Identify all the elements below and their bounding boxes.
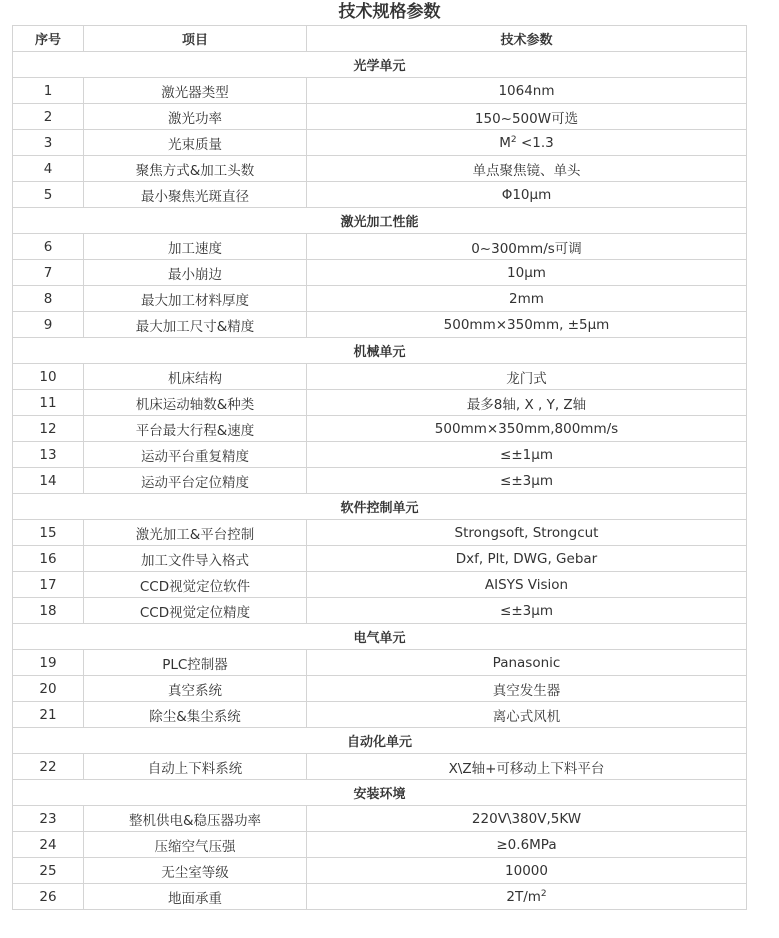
row-item: 机床运动轴数&种类 (84, 390, 307, 416)
row-number: 19 (13, 650, 84, 676)
header-param: 技术参数 (307, 26, 747, 52)
section-row (13, 208, 747, 234)
param-value: ≤±1μm (500, 446, 553, 463)
param-value: 220V\380V,5KW (471, 810, 582, 827)
row-number: 18 (13, 598, 84, 624)
table-row (13, 702, 747, 728)
param-value: X\Z轴+可移动上下料平台 (448, 760, 605, 777)
table-row (13, 104, 747, 130)
param-superscript: 2 (510, 134, 517, 145)
table-row (13, 520, 747, 546)
table-row (13, 364, 747, 390)
table-row (13, 78, 747, 104)
row-number: 15 (13, 520, 84, 546)
table-row (13, 884, 747, 910)
table-row (13, 286, 747, 312)
row-number: 9 (13, 312, 84, 338)
header-no: 序号 (13, 26, 84, 52)
param-value: M (499, 134, 511, 151)
table-row (13, 130, 747, 156)
row-number: 10 (13, 364, 84, 390)
row-param (307, 364, 747, 390)
row-item: 平台最大行程&速度 (84, 416, 307, 442)
section-title: 安装环境 (13, 780, 747, 806)
row-item: 激光加工&平台控制 (84, 520, 307, 546)
row-param (307, 884, 747, 910)
param-value: 500mm×350mm,800mm/s (434, 420, 619, 437)
table-row (13, 442, 747, 468)
row-item: 激光器类型 (84, 78, 307, 104)
param-value: 10000 (505, 862, 548, 879)
table-row (13, 260, 747, 286)
row-item: 整机供电&稳压器功率 (84, 806, 307, 832)
section-row (13, 624, 747, 650)
table-row (13, 676, 747, 702)
param-value: 1064nm (498, 82, 555, 99)
row-param (307, 754, 747, 780)
row-item: 真空系统 (84, 676, 307, 702)
table-row (13, 858, 747, 884)
param-value: 龙门式 (506, 370, 547, 387)
param-value: Φ10μm (501, 186, 552, 203)
row-number: 16 (13, 546, 84, 572)
row-item: 最小聚焦光斑直径 (84, 182, 307, 208)
row-param (307, 390, 747, 416)
param-value: Strongsoft, Strongcut (454, 524, 599, 541)
row-number: 8 (13, 286, 84, 312)
row-param (307, 312, 747, 338)
param-value: 单点聚焦镜、单头 (472, 162, 581, 179)
row-item: 运动平台重复精度 (84, 442, 307, 468)
row-item: 自动上下料系统 (84, 754, 307, 780)
table-row (13, 234, 747, 260)
row-number: 21 (13, 702, 84, 728)
param-value: 2T/m (506, 888, 541, 905)
param-value: Dxf, Plt, DWG, Gebar (455, 550, 598, 567)
table-row (13, 416, 747, 442)
row-item: 地面承重 (84, 884, 307, 910)
row-param (307, 546, 747, 572)
table-row (13, 572, 747, 598)
row-param (307, 676, 747, 702)
table-row (13, 546, 747, 572)
param-value: AISYS Vision (484, 576, 569, 593)
row-number: 7 (13, 260, 84, 286)
row-param (307, 260, 747, 286)
section-row (13, 780, 747, 806)
section-row (13, 728, 747, 754)
row-number: 1 (13, 78, 84, 104)
row-param (307, 156, 747, 182)
row-item: 机床结构 (84, 364, 307, 390)
param-value: 2mm (509, 290, 544, 307)
row-item: 最大加工材料厚度 (84, 286, 307, 312)
row-item: 最小崩边 (84, 260, 307, 286)
row-item: 最大加工尺寸&精度 (84, 312, 307, 338)
row-number: 14 (13, 468, 84, 494)
row-param (307, 858, 747, 884)
table-row (13, 598, 747, 624)
row-item: 加工速度 (84, 234, 307, 260)
row-number: 5 (13, 182, 84, 208)
param-value: 10μm (507, 264, 546, 281)
spec-table (12, 25, 747, 910)
row-item: 无尘室等级 (84, 858, 307, 884)
param-superscript: 2 (540, 888, 547, 899)
row-item: 加工文件导入格式 (84, 546, 307, 572)
row-param (307, 104, 747, 130)
table-row (13, 754, 747, 780)
table-row (13, 468, 747, 494)
row-number: 22 (13, 754, 84, 780)
table-row (13, 156, 747, 182)
row-number: 26 (13, 884, 84, 910)
row-param (307, 234, 747, 260)
table-row (13, 650, 747, 676)
row-param (307, 130, 747, 156)
row-item: 除尘&集尘系统 (84, 702, 307, 728)
row-number: 6 (13, 234, 84, 260)
section-row (13, 338, 747, 364)
row-item: CCD视觉定位精度 (84, 598, 307, 624)
table-row (13, 312, 747, 338)
section-title: 激光加工性能 (13, 208, 747, 234)
section-title: 电气单元 (13, 624, 747, 650)
row-number: 24 (13, 832, 84, 858)
row-number: 12 (13, 416, 84, 442)
table-header-row (13, 26, 747, 52)
section-row (13, 494, 747, 520)
row-param (307, 832, 747, 858)
row-item: 激光功率 (84, 104, 307, 130)
table-row (13, 832, 747, 858)
row-param (307, 598, 747, 624)
header-item: 项目 (84, 26, 307, 52)
row-param (307, 286, 747, 312)
row-number: 25 (13, 858, 84, 884)
row-number: 17 (13, 572, 84, 598)
row-number: 3 (13, 130, 84, 156)
section-title: 自动化单元 (13, 728, 747, 754)
row-param (307, 78, 747, 104)
row-param (307, 416, 747, 442)
row-param (307, 468, 747, 494)
param-value: ≤±3μm (500, 602, 553, 619)
section-title: 光学单元 (13, 52, 747, 78)
section-title: 机械单元 (13, 338, 747, 364)
table-row (13, 182, 747, 208)
row-param (307, 650, 747, 676)
param-value: 0~300mm/s可调 (471, 240, 582, 257)
row-item: 运动平台定位精度 (84, 468, 307, 494)
param-value: 最多8轴, X , Y, Z轴 (466, 396, 587, 413)
table-row (13, 806, 747, 832)
row-param (307, 442, 747, 468)
row-item: CCD视觉定位软件 (84, 572, 307, 598)
row-item: PLC控制器 (84, 650, 307, 676)
row-number: 4 (13, 156, 84, 182)
row-param (307, 182, 747, 208)
row-number: 2 (13, 104, 84, 130)
row-param (307, 702, 747, 728)
param-value: ≤±3μm (500, 472, 553, 489)
row-number: 20 (13, 676, 84, 702)
section-row (13, 52, 747, 78)
row-item: 聚焦方式&加工头数 (84, 156, 307, 182)
page-title: 技术规格参数 (338, 2, 441, 22)
param-value: ≥0.6MPa (496, 836, 557, 853)
row-number: 11 (13, 390, 84, 416)
row-param (307, 520, 747, 546)
table-row (13, 390, 747, 416)
param-value: 真空发生器 (492, 682, 561, 699)
row-param (307, 806, 747, 832)
row-item: 光束质量 (84, 130, 307, 156)
param-value: Panasonic (492, 654, 561, 671)
section-title: 软件控制单元 (13, 494, 747, 520)
param-value: 离心式风机 (492, 708, 561, 725)
param-value: 150~500W可选 (474, 110, 579, 127)
param-value: 500mm×350mm, ±5μm (443, 316, 610, 333)
row-item: 压缩空气压强 (84, 832, 307, 858)
param-suffix: <1.3 (516, 134, 554, 151)
row-param (307, 572, 747, 598)
row-number: 23 (13, 806, 84, 832)
row-number: 13 (13, 442, 84, 468)
